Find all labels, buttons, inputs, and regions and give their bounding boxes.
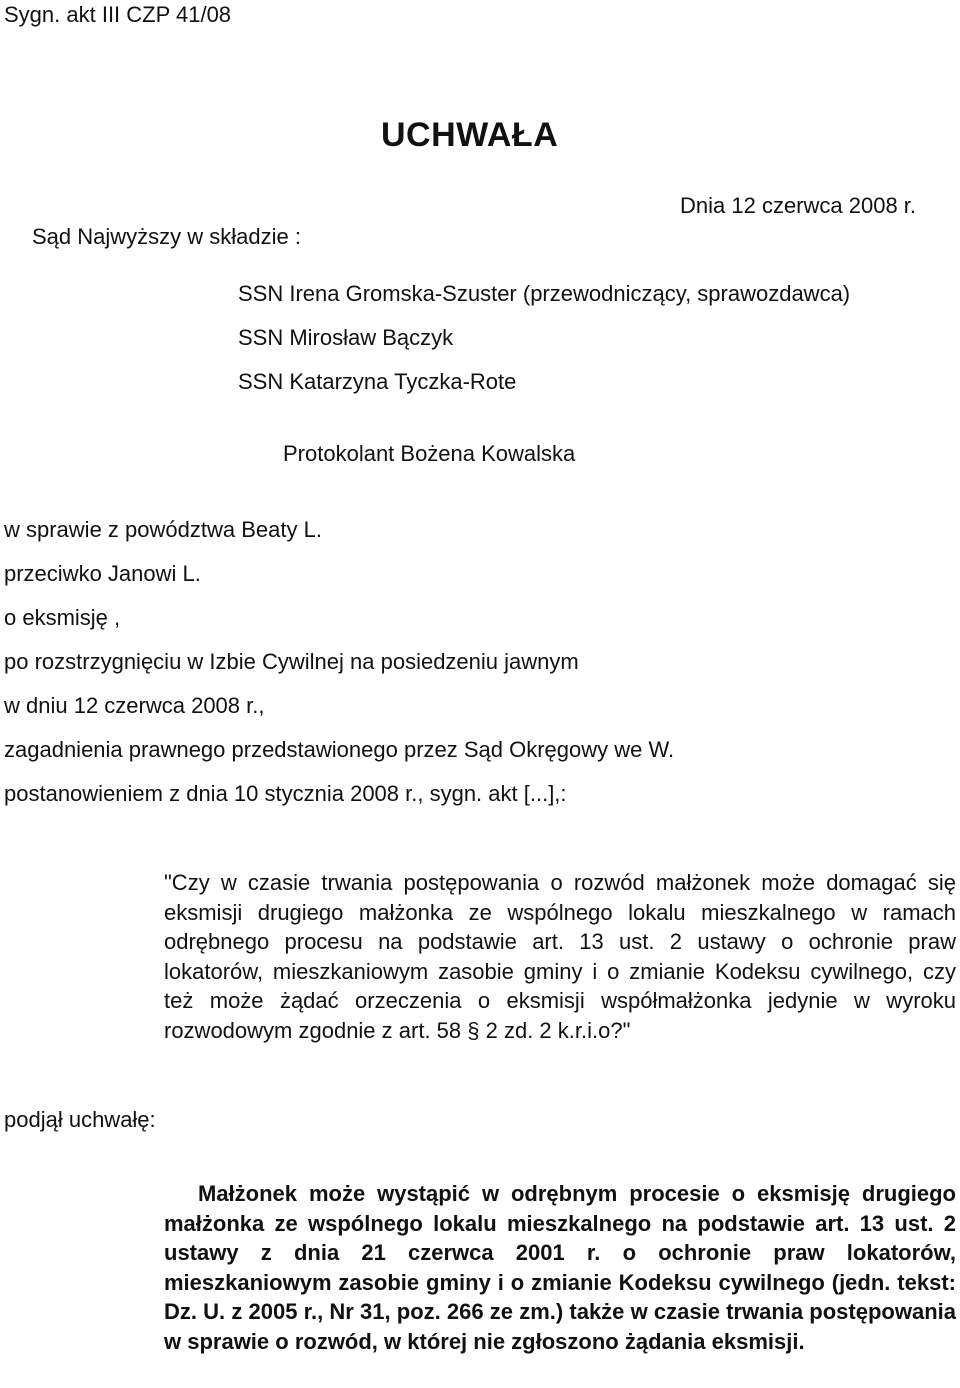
case-reference: Sygn. akt III CZP 41/08 (4, 2, 232, 27)
judge-3: SSN Katarzyna Tyczka-Rote (238, 369, 517, 394)
legal-question-text: "Czy w czasie trwania postępowania o rozwód małżonek może domagać się eksmisji drugiego małżonka ze wspólnego lokalu mieszkalnego w ramach odrębnego procesu na podstawie art. 13 ust. 2 ustawy o ochronie praw lokatorów, mieszkaniowym zasobie gminy i o zmianie Kodeksu cywilnego, czy też może żądać orzeczenia o eksmisji współmałżonka jedynie w wyroku rozwodowym zgodnie z art. 58 (164, 870, 956, 1043)
case-line-defendant: przeciwko Janowi L. (4, 561, 201, 586)
resolution-label: podjął uchwałę: (4, 1107, 156, 1132)
court-clerk: Protokolant Bożena Kowalska (283, 441, 576, 466)
case-line-hearing-date: w dniu 12 czerwca 2008 r., (4, 693, 265, 718)
judge-presiding: SSN Irena Gromska-Szuster (przewodniczący, sprawozdawca) (238, 281, 851, 306)
section-sign: § (467, 1017, 480, 1043)
date-line: Dnia 12 czerwca 2008 r. (680, 193, 917, 218)
case-line-order: postanowieniem z dnia 10 stycznia 2008 r., sygn. akt [...],: (4, 781, 567, 806)
resolution-body: Małżonek może wystąpić w odrębnym procesie o eksmisję drugiego małżonka ze wspólnego lokalu mieszkalnego na podstawie art. 13 ust. 2 ustawy z dnia 21 czerwca 2001 r. o ochronie praw lokatorów, mieszkaniowym zasobie gminy i o zmianie Kodeksu cywilnego (jedn. tekst: Dz. U. z 2005 r., Nr 31, poz. 266 ze zm.) także w czasie trwania postępowania w sprawie o rozwód, w której nie zgłoszono żądania eksmisji. (164, 1181, 956, 1354)
legal-question (164, 868, 956, 1046)
case-line-subject: o eksmisję , (4, 605, 121, 630)
case-line-plaintiff: w sprawie z powództwa Beaty L. (4, 517, 322, 542)
document-title: UCHWAŁA (381, 116, 559, 154)
case-line-legal-issue: zagadnienia prawnego przedstawionego przez Sąd Okręgowy we W. (4, 737, 675, 762)
legal-question-tail: 2 zd. 2 k.r.i.o?" (479, 1017, 631, 1043)
judge-2: SSN Mirosław Bączyk (238, 325, 454, 350)
case-line-hearing: po rozstrzygnięciu w Izbie Cywilnej na posiedzeniu jawnym (4, 649, 579, 674)
court-composition-label: Sąd Najwyższy w składzie : (32, 224, 301, 249)
resolution-text (164, 1179, 956, 1357)
